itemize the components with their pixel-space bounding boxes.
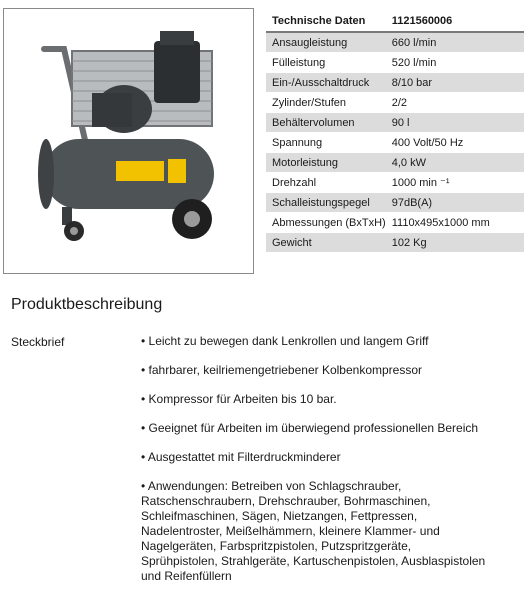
list-item: • Leicht zu bewegen dank Lenkrollen und langem Griff [141, 334, 429, 348]
list-item: • Ausgestattet mit Filterdruckminderer [141, 450, 341, 464]
spec-key: Ansaugleistung [266, 32, 386, 53]
list-item: • Geeignet für Arbeiten im überwiegend professionellen Bereich [141, 421, 479, 435]
section-label: Steckbrief [11, 335, 65, 349]
table-row [266, 93, 524, 113]
feature-list [141, 334, 491, 598]
spec-key: Spannung [266, 133, 386, 153]
table-row [266, 73, 524, 93]
spec-value: 660 l/min [386, 32, 524, 53]
spec-key: Motorleistung [266, 153, 386, 173]
spec-key: Gewicht [266, 233, 386, 253]
spec-value: 97dB(A) [386, 193, 524, 213]
table-row [266, 133, 524, 153]
spec-key: Ein-/Ausschaltdruck [266, 73, 386, 93]
table-row [266, 173, 524, 193]
list-item: • Kompressor für Arbeiten bis 10 bar. [141, 392, 337, 406]
table-header-value: 1121560006 [386, 10, 524, 32]
compressor-image [4, 9, 253, 273]
spec-value: 520 l/min [386, 53, 524, 73]
spec-value: 1000 min ⁻¹ [386, 173, 524, 193]
spec-value: 1110x495x1000 mm [386, 213, 524, 233]
table-header-key: Technische Daten [266, 10, 386, 32]
spec-key: Schalleistungspegel [266, 193, 386, 213]
technical-data-table [266, 10, 524, 253]
spec-key: Abmessungen (BxTxH) [266, 213, 386, 233]
spec-key: Fülleistung [266, 53, 386, 73]
spec-value: 102 Kg [386, 233, 524, 253]
table-row [266, 233, 524, 253]
table-row [266, 213, 524, 233]
spec-key: Drehzahl [266, 173, 386, 193]
list-item: • Anwendungen: Betreiben von Schlagschrauber, Ratschenschraubern, Drehschrauber, Bohrmaschinen, Schleifmaschinen, Sägen, Nietzangen, Fettpressen, Nadelentroster, Meißelhämmern, kleinere Klammer- und Nagelgeräten, Farbspritzpistolen, Putzspritzgeräte, Sprühpistolen, Strahlgeräte, Kartuschenpistolen, Ausblaspistolen und Reifenfüllern [141, 479, 486, 583]
table-row [266, 53, 524, 73]
spec-value: 2/2 [386, 93, 524, 113]
description-heading: Produktbeschreibung [11, 296, 163, 313]
spec-value: 400 Volt/50 Hz [386, 133, 524, 153]
table-row [266, 193, 524, 213]
list-item: • fahrbarer, keilriemengetriebener Kolbenkompressor [141, 363, 423, 377]
spec-value: 8/10 bar [386, 73, 524, 93]
spec-value: 90 l [386, 113, 524, 133]
table-row [266, 153, 524, 173]
table-row [266, 113, 524, 133]
table-row [266, 32, 524, 53]
spec-key: Zylinder/Stufen [266, 93, 386, 113]
table-header-row [266, 10, 524, 32]
spec-value: 4,0 kW [386, 153, 524, 173]
spec-key: Behältervolumen [266, 113, 386, 133]
product-image-frame [3, 8, 254, 274]
